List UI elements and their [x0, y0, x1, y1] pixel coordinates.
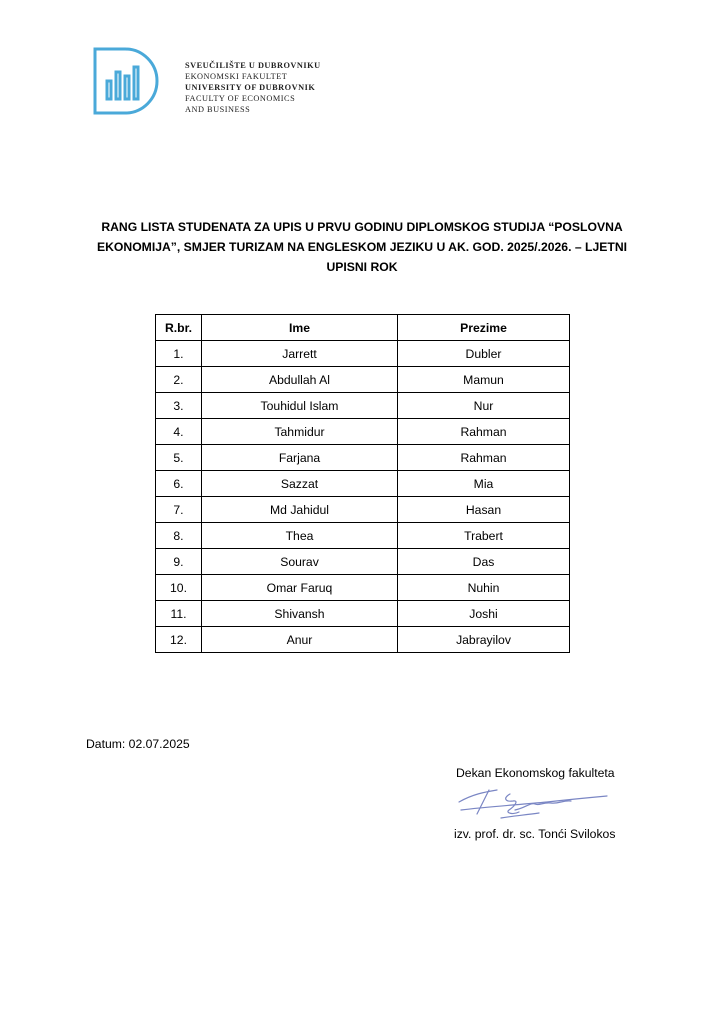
first-name-cell: Md Jahidul [202, 497, 398, 523]
institution-name [185, 60, 321, 115]
table-row [156, 627, 570, 653]
rank-cell: 10. [156, 575, 202, 601]
rank-cell: 11. [156, 601, 202, 627]
first-name-cell: Abdullah Al [202, 367, 398, 393]
table-row [156, 497, 570, 523]
last-name-cell: Trabert [398, 523, 570, 549]
last-name-cell: Dubler [398, 341, 570, 367]
dean-title: Dekan Ekonomskog fakulteta [456, 766, 615, 780]
rank-cell: 2. [156, 367, 202, 393]
last-name-cell: Joshi [398, 601, 570, 627]
rank-cell: 3. [156, 393, 202, 419]
last-name-cell: Mia [398, 471, 570, 497]
institution-line: FACULTY OF ECONOMICS [185, 94, 296, 103]
rank-cell: 7. [156, 497, 202, 523]
last-name-cell: Nur [398, 393, 570, 419]
table-header-row [156, 315, 570, 341]
first-name-cell: Jarrett [202, 341, 398, 367]
first-name-cell: Sourav [202, 549, 398, 575]
column-header-last-name: Prezime [398, 315, 570, 341]
ranking-table [155, 314, 570, 653]
document-title [80, 217, 644, 277]
rank-cell: 1. [156, 341, 202, 367]
last-name-cell: Jabrayilov [398, 627, 570, 653]
column-header-first-name: Ime [202, 315, 398, 341]
rank-cell: 9. [156, 549, 202, 575]
signer-name: izv. prof. dr. sc. Tonći Svilokos [454, 827, 616, 841]
table-row [156, 445, 570, 471]
rank-cell: 4. [156, 419, 202, 445]
table-row [156, 471, 570, 497]
institution-line: SVEUČILIŠTE U DUBROVNIKU [185, 61, 321, 70]
table-row [156, 367, 570, 393]
last-name-cell: Das [398, 549, 570, 575]
document-date: Datum: 02.07.2025 [86, 737, 190, 751]
university-logo-icon [93, 47, 159, 115]
rank-cell: 8. [156, 523, 202, 549]
rank-cell: 6. [156, 471, 202, 497]
first-name-cell: Anur [202, 627, 398, 653]
table-row [156, 419, 570, 445]
last-name-cell: Rahman [398, 419, 570, 445]
first-name-cell: Omar Faruq [202, 575, 398, 601]
first-name-cell: Tahmidur [202, 419, 398, 445]
title-line: UPISNI ROK [326, 260, 398, 274]
first-name-cell: Farjana [202, 445, 398, 471]
first-name-cell: Shivansh [202, 601, 398, 627]
first-name-cell: Thea [202, 523, 398, 549]
institution-line: EKONOMSKI FAKULTET [185, 72, 288, 81]
last-name-cell: Mamun [398, 367, 570, 393]
column-header-rank: R.br. [156, 315, 202, 341]
table-row [156, 393, 570, 419]
institution-line: UNIVERSITY OF DUBROVNIK [185, 83, 316, 92]
rank-cell: 5. [156, 445, 202, 471]
institution-line: AND BUSINESS [185, 105, 251, 114]
title-line: EKONOMIJA”, SMJER TURIZAM NA ENGLESKOM JEZIKU U AK. GOD. 2025/.2026. – LJETNI [96, 240, 628, 254]
last-name-cell: Nuhin [398, 575, 570, 601]
table-row [156, 601, 570, 627]
table-row [156, 575, 570, 601]
first-name-cell: Sazzat [202, 471, 398, 497]
signature-icon [455, 780, 610, 822]
table-row [156, 523, 570, 549]
rank-cell: 12. [156, 627, 202, 653]
table-row [156, 549, 570, 575]
last-name-cell: Hasan [398, 497, 570, 523]
first-name-cell: Touhidul Islam [202, 393, 398, 419]
table-row [156, 341, 570, 367]
last-name-cell: Rahman [398, 445, 570, 471]
title-line: RANG LISTA STUDENATA ZA UPIS U PRVU GODINU DIPLOMSKOG STUDIJA “POSLOVNA [101, 220, 623, 234]
